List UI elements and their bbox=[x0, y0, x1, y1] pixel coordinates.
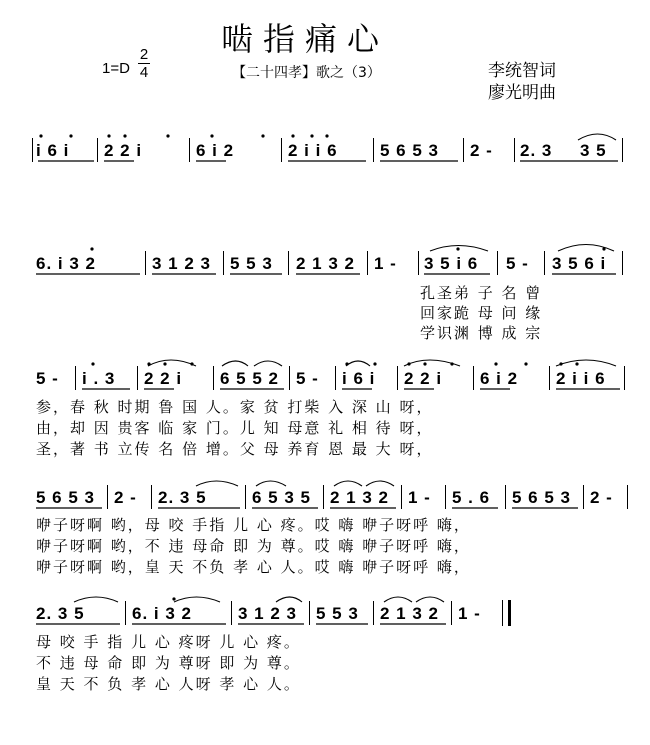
measure: 6 5 5 2 bbox=[220, 369, 279, 388]
measure: 2 1 3 2 bbox=[330, 488, 389, 507]
measure: 5 - bbox=[296, 369, 319, 388]
lyric-verse-2: 回家跪 母 问 缘 bbox=[420, 304, 543, 322]
measure: 2. 3 bbox=[520, 141, 553, 160]
measure: 2 - bbox=[114, 488, 137, 507]
measure: 5 6 5 3 bbox=[380, 141, 439, 160]
measure: 5 6 5 3 bbox=[512, 488, 571, 507]
composer-credit: 廖光明曲 bbox=[488, 83, 556, 103]
key-signature: 1=D bbox=[102, 60, 130, 77]
lyric-verse-3: 皇 天 不 负 孝 心 人呀 孝 心 人。 bbox=[36, 675, 301, 693]
lyric-verse-2: 咿子呀啊 哟，不 违 母命 即 为 尊。哎 嗨 咿子呀呼 嗨， bbox=[36, 537, 471, 555]
measure: i 6 i bbox=[36, 141, 70, 160]
measure: 2 2 i bbox=[144, 369, 183, 388]
measure: 6 i 2 bbox=[196, 141, 235, 160]
lyric-verse-2: 不 违 母 命 即 为 尊呀 即 为 尊。 bbox=[36, 654, 301, 672]
measure: 2 i i 6 bbox=[556, 369, 606, 388]
lyric-verse-3: 学识渊 博 成 宗 bbox=[420, 324, 543, 342]
lyric-verse-1: 参，春 秋 时期 鲁 国 人。家 贫 打柴 入 深 山 呀， bbox=[36, 398, 434, 416]
measure: 6. i 3 2 bbox=[36, 254, 96, 273]
measure: 6 5 3 5 bbox=[252, 488, 311, 507]
measure: 5 5 3 bbox=[230, 254, 273, 273]
measure: i . 3 bbox=[82, 369, 116, 388]
measure: 2 - bbox=[470, 141, 493, 160]
measure: 2 i i 6 bbox=[288, 141, 338, 160]
lyric-verse-1: 孔圣弟 子 名 曾 bbox=[420, 284, 543, 302]
measure: 1 - bbox=[408, 488, 431, 507]
measure: 5 . 6 bbox=[452, 488, 491, 507]
measure: 2 1 3 2 bbox=[296, 254, 355, 273]
octave-dots bbox=[39, 134, 605, 600]
measure: 2 1 3 2 bbox=[380, 604, 439, 623]
measure: 5 - bbox=[506, 254, 529, 273]
measure: 3 5 6 i bbox=[552, 254, 607, 273]
measure: 5 - bbox=[36, 369, 59, 388]
series-label: 【二十四孝】歌之（3） bbox=[232, 65, 381, 81]
measure: 3 1 2 3 bbox=[152, 254, 211, 273]
lyric-verse-2: 由，却 因 贵客 临 家 门。儿 知 母意 礼 相 待 呀， bbox=[36, 419, 434, 437]
measure: 5 5 3 bbox=[316, 604, 359, 623]
lyric-verse-3: 圣，著 书 立传 名 倍 增。父 母 养育 恩 最 大 呀， bbox=[36, 440, 434, 458]
measure: 1 - bbox=[374, 254, 397, 273]
rhythm-underlines bbox=[36, 161, 620, 624]
measure: 2. 3 5 bbox=[36, 604, 85, 623]
measure: i 6 i bbox=[342, 369, 376, 388]
measure: 3 5 i 6 bbox=[424, 254, 479, 273]
measure: 6 i 2 bbox=[480, 369, 519, 388]
measure: 3 1 2 3 bbox=[238, 604, 297, 623]
measure: 3 5 bbox=[580, 141, 607, 160]
lyric-verse-1: 咿子呀啊 哟，母 咬 手指 儿 心 疼。哎 嗨 咿子呀呼 嗨， bbox=[36, 516, 471, 534]
slurs bbox=[74, 134, 616, 602]
measure: 5 6 5 3 bbox=[36, 488, 95, 507]
measure: 1 - bbox=[458, 604, 481, 623]
meter-top: 2 bbox=[139, 46, 149, 63]
meter-bottom: 4 bbox=[139, 64, 149, 81]
measure: 2 2 i bbox=[104, 141, 143, 160]
lyric-verse-1: 母 咬 手 指 儿 心 疼呀 儿 心 疼。 bbox=[36, 633, 301, 651]
measure: 6. i 3 2 bbox=[132, 604, 192, 623]
song-title: 啮指痛心 bbox=[220, 20, 389, 58]
measure: 2 2 i bbox=[404, 369, 443, 388]
measure: 2. 3 5 bbox=[158, 488, 207, 507]
lyric-verse-3: 咿子呀啊 哟，皇 天 不负 孝 心 人。哎 嗨 咿子呀呼 嗨， bbox=[36, 558, 471, 576]
measure: 2 - bbox=[590, 488, 613, 507]
lyricist-credit: 李统智词 bbox=[488, 61, 556, 81]
